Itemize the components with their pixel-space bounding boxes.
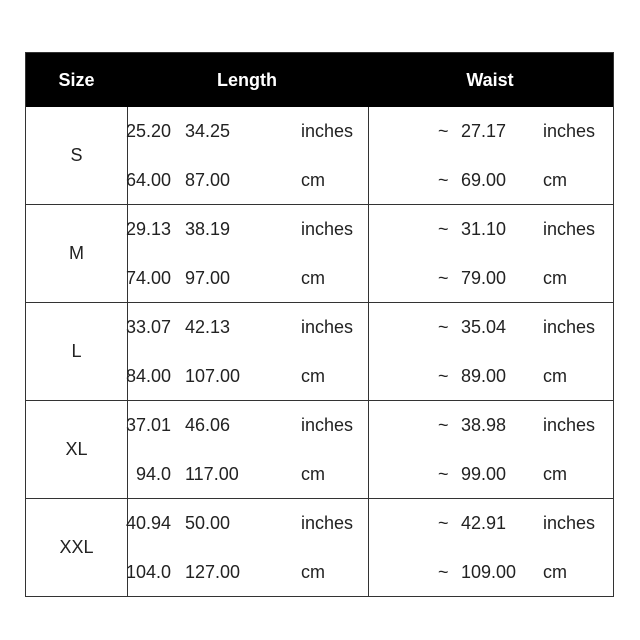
range-separator: ~ (438, 121, 449, 141)
unit-label: inches (301, 317, 354, 337)
table-row (26, 498, 613, 596)
unit-label: inches (301, 415, 354, 435)
waist-cm-from: 64.00 (125, 170, 171, 190)
length-inches-value: 50.00 (185, 513, 231, 533)
length-inches-value: 34.25 (185, 121, 231, 141)
range-separator: ~ (438, 513, 449, 533)
unit-label: cm (301, 170, 325, 190)
unit-label: cm (543, 170, 567, 190)
size-chart-table (25, 52, 614, 597)
waist-cm-from: 94.0 (135, 464, 171, 484)
range-separator: ~ (438, 415, 449, 435)
unit-label: inches (543, 219, 596, 239)
size-label: XXL (26, 499, 128, 596)
length-inches-value: 38.19 (185, 219, 231, 239)
unit-label: cm (301, 464, 325, 484)
table-row (26, 107, 613, 204)
waist-inches-from: 37.01 (125, 415, 171, 435)
range-separator: ~ (438, 268, 449, 288)
table-body (26, 107, 613, 596)
unit-label: inches (301, 513, 354, 533)
unit-label: cm (543, 366, 567, 386)
range-separator: ~ (438, 170, 449, 190)
waist-inches-to: 42.91 (461, 513, 507, 533)
waist-cm-to: 99.00 (461, 464, 507, 484)
length-cm-value: 127.00 (185, 562, 241, 582)
table-row (26, 204, 613, 302)
unit-label: cm (301, 562, 325, 582)
waist-inches-from: 40.94 (125, 513, 171, 533)
range-separator: ~ (438, 464, 449, 484)
range-separator: ~ (438, 219, 449, 239)
header-size: Size (58, 69, 95, 90)
unit-label: cm (543, 464, 567, 484)
unit-label: inches (301, 219, 354, 239)
size-label: M (26, 205, 128, 302)
size-label: XL (26, 401, 128, 498)
header-waist: Waist (466, 69, 514, 90)
table-row (26, 302, 613, 400)
unit-label: cm (301, 268, 325, 288)
unit-label: inches (301, 121, 354, 141)
unit-label: inches (543, 317, 596, 337)
waist-cm-to: 79.00 (461, 268, 507, 288)
unit-label: cm (543, 268, 567, 288)
waist-inches-to: 31.10 (461, 219, 507, 239)
waist-cm-from: 74.00 (125, 268, 171, 288)
length-cm-value: 97.00 (185, 268, 231, 288)
unit-label: cm (301, 366, 325, 386)
header-length: Length (217, 69, 277, 90)
waist-cm-from: 84.00 (125, 366, 171, 386)
range-separator: ~ (438, 562, 449, 582)
length-cm-value: 117.00 (185, 464, 239, 484)
length-cm-value: 107.00 (185, 366, 241, 386)
length-cm-value: 87.00 (185, 170, 231, 190)
size-label: S (26, 107, 128, 204)
waist-inches-from: 33.07 (125, 317, 171, 337)
waist-cm-to: 69.00 (461, 170, 507, 190)
unit-label: inches (543, 415, 596, 435)
table-row (26, 400, 613, 498)
range-separator: ~ (438, 317, 449, 337)
length-inches-value: 42.13 (185, 317, 231, 337)
waist-cm-to: 109.00 (461, 562, 517, 582)
waist-cm-to: 89.00 (461, 366, 507, 386)
table-header (26, 53, 613, 107)
unit-label: cm (543, 562, 567, 582)
unit-label: inches (543, 513, 596, 533)
waist-inches-from: 25.20 (125, 121, 171, 141)
size-label: L (26, 303, 128, 400)
waist-inches-from: 29.13 (125, 219, 171, 239)
waist-cm-from: 104.0 (125, 562, 171, 582)
range-separator: ~ (438, 366, 449, 386)
unit-label: inches (543, 121, 596, 141)
waist-inches-to: 35.04 (461, 317, 507, 337)
length-inches-value: 46.06 (185, 415, 231, 435)
waist-inches-to: 38.98 (461, 415, 507, 435)
waist-inches-to: 27.17 (461, 121, 507, 141)
